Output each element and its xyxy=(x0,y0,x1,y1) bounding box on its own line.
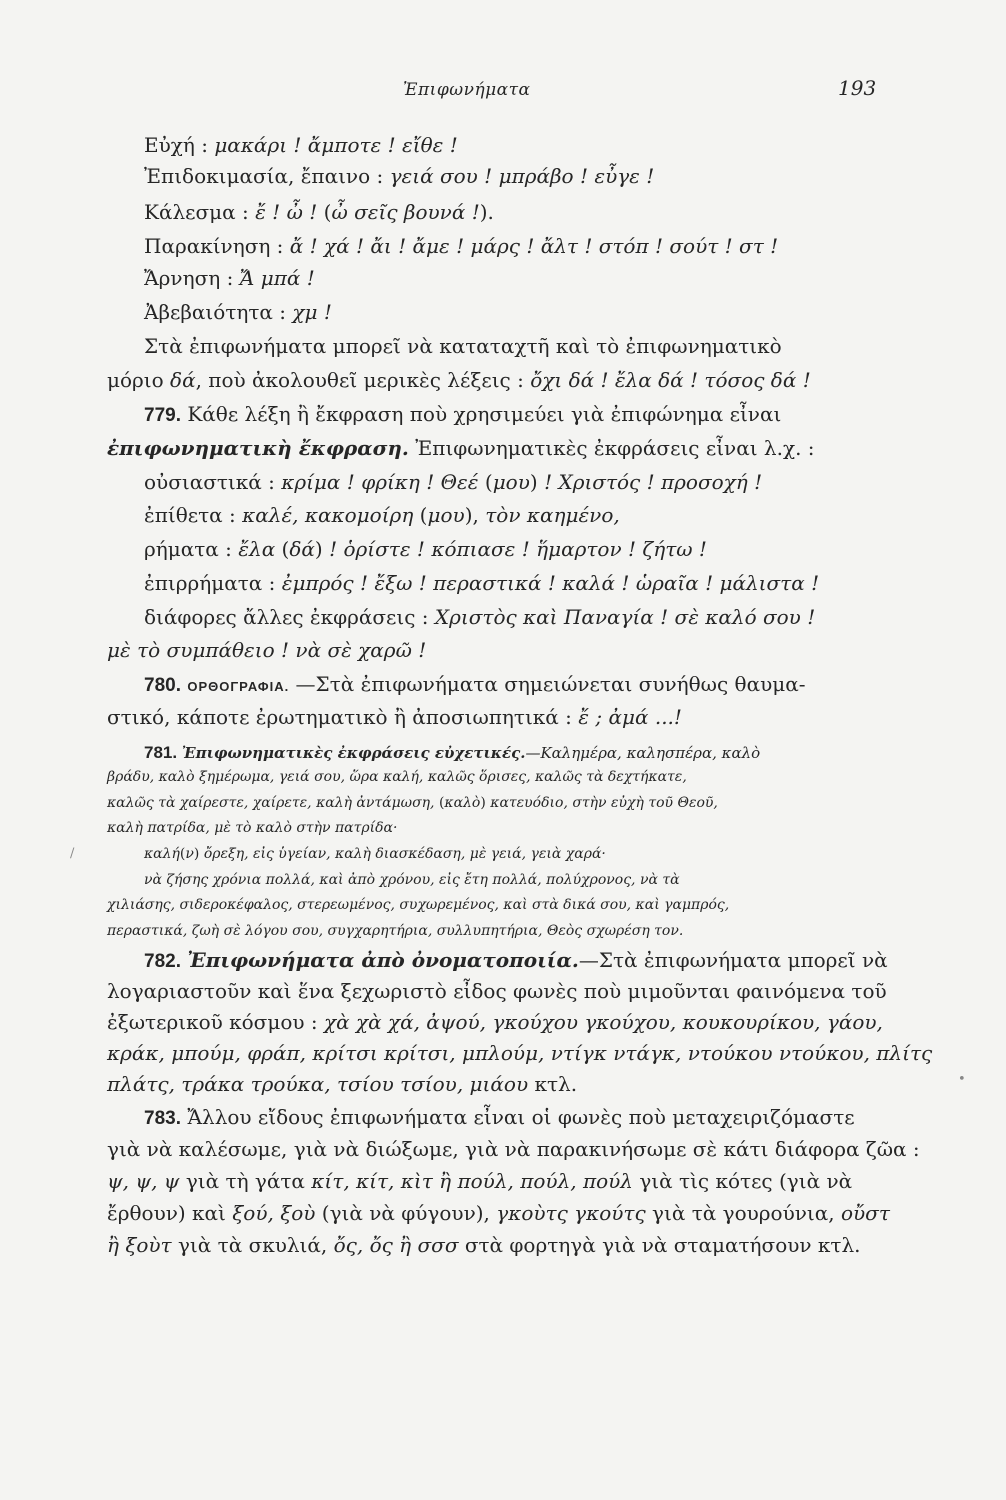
text-line xyxy=(144,846,606,862)
text-line xyxy=(107,923,683,939)
text-run: ὄς, ὄς ἢ σσσ xyxy=(333,1233,459,1257)
text-line xyxy=(107,769,687,785)
text-run: καλὸ xyxy=(444,795,481,811)
text-run: δά xyxy=(289,537,315,561)
text-run: ) xyxy=(314,537,330,561)
text-run: ἐπιφωνηματικὴ ἔκφραση. xyxy=(107,436,409,460)
text-run: Ἐπιδοκιμασία, ἔπαινο : xyxy=(144,164,390,188)
text-run: ἔ ; ἀμά ...! xyxy=(578,705,682,729)
text-run: γκοὺτς γκούτς xyxy=(496,1201,646,1225)
text-run: Εὐχή : xyxy=(144,133,215,157)
text-run: γιὰ τὰ γουρούνια, xyxy=(645,1201,841,1225)
text-run: διάφορες ἄλλες ἐκφράσεις : xyxy=(144,605,435,629)
text-line xyxy=(107,705,682,729)
text-run: (γιὰ νὰ φύγουν), xyxy=(315,1201,497,1225)
text-run: ἔ ! ὦ ! xyxy=(255,200,318,224)
text-run: —Στὰ ἐπιφωνήματα μπορεῖ νὰ xyxy=(578,948,888,972)
text-run: Ἄ μπά ! xyxy=(239,266,315,290)
text-line xyxy=(144,1105,855,1130)
text-run: μακάρι ! ἄμποτε ! εἴθε ! xyxy=(214,133,458,157)
text-run: Ἀβεβαιότητα : xyxy=(144,300,293,324)
text-run: τὸν καημένο, xyxy=(485,503,620,527)
text-run: ! Χριστός ! προσοχή ! xyxy=(544,470,763,494)
text-run: 779. xyxy=(144,405,181,426)
text-line xyxy=(144,571,819,595)
text-run: χὰ χὰ χά, ἀψού, γκούχου γκούχου, κουκουρίκου, γάου, xyxy=(323,1010,883,1034)
text-run: ν xyxy=(185,846,194,862)
text-line xyxy=(107,638,426,662)
text-run: χμ ! xyxy=(292,300,332,324)
text-line xyxy=(144,300,332,324)
text-run: Χριστὸς καὶ Παναγία ! σὲ καλό σου ! xyxy=(434,605,816,629)
text-run: ἔλα xyxy=(238,537,276,561)
text-run: ), xyxy=(464,503,486,527)
text-run: μου xyxy=(492,470,530,494)
text-line xyxy=(107,979,887,1003)
text-run: κτλ. xyxy=(534,1072,578,1096)
text-run: ἐξωτερικοῦ κόσμου : xyxy=(107,1010,324,1034)
text-run: κίτ, κίτ, κὶτ ἢ πούλ, πούλ, πούλ xyxy=(311,1169,633,1193)
text-run: στὰ φορτηγὰ γιὰ νὰ σταματήσουν κτλ. xyxy=(458,1233,861,1257)
text-run: κατευόδιο, στὴν εὐχὴ τοῦ Θεοῦ, xyxy=(490,795,718,811)
text-run: καλὴ πατρίδα, μὲ τὸ καλὸ στὴν πατρίδα· xyxy=(107,820,398,836)
text-line xyxy=(144,164,654,188)
text-run: ( xyxy=(317,200,332,224)
text-run: ( xyxy=(275,537,290,561)
text-line xyxy=(144,743,760,763)
text-run: ! ὁρίστε ! κόπιασε ! ἥμαρτον ! ζήτω ! xyxy=(329,537,707,561)
text-line xyxy=(107,1233,861,1257)
text-run: Ἐπιφωνηματικὲς ἐκφράσεις εὐχετικές. xyxy=(181,744,526,762)
text-line xyxy=(107,1072,577,1096)
text-run: λογαριαστοῦν καὶ ἕνα ξεχωριστὸ εἶδος φωνὲς ποὺ μιμοῦνται φαινόμενα τοῦ xyxy=(107,979,887,1003)
text-line xyxy=(107,1137,920,1161)
text-run: χιλιάσης, σιδεροκέφαλος, στερεωμένος, συχωρεμένος, καὶ στὰ δικά σου, καὶ γαμπρός, xyxy=(107,897,730,913)
text-run: 781. xyxy=(144,743,178,762)
text-run: ἐμπρός ! ἔξω ! περαστικά ! καλά ! ὡραῖα ! μάλιστα ! xyxy=(281,571,820,595)
text-run: 782. xyxy=(144,951,181,972)
text-line xyxy=(144,402,781,427)
page-number: 193 xyxy=(838,76,877,100)
text-run: Κάθε λέξη ἢ ἔκφραση ποὺ χρησιμεύει γιὰ ἐπιφώνημα εἶναι xyxy=(180,402,782,426)
text-run: ( xyxy=(413,503,428,527)
text-run: ὄχι δά ! ἔλα δά ! τόσος δά ! xyxy=(530,368,811,392)
text-run: 783. xyxy=(144,1108,181,1129)
text-run: νὰ ζήσης χρόνια πολλά, καὶ ἀπὸ χρόνου, εἰς ἔτη πολλά, πολύχρονος, νὰ τὰ xyxy=(144,872,680,888)
text-run: γειά σου ! μπράβο ! εὖγε ! xyxy=(389,164,655,188)
margin-pencil-mark: • xyxy=(958,1072,966,1087)
text-run: ( xyxy=(179,846,186,862)
text-run: —Στὰ ἐπιφωνήματα σημειώνεται συνήθως θαυμα- xyxy=(289,672,806,696)
text-line xyxy=(144,503,620,527)
text-run: ( xyxy=(434,795,445,811)
text-line xyxy=(144,537,707,561)
text-line xyxy=(107,368,811,392)
text-run: ὦ σεῖς βουνά ! xyxy=(331,200,480,224)
text-line xyxy=(144,200,494,224)
text-run: Ἐπιφωνήματα ἀπὸ ὀνοματοποιία. xyxy=(187,948,579,972)
text-line xyxy=(107,897,729,913)
text-run: ). xyxy=(479,200,494,224)
text-run: Ἄρνηση : xyxy=(144,266,240,290)
text-run: γιὰ τὰ σκυλιά, xyxy=(171,1233,334,1257)
text-line xyxy=(144,266,315,290)
text-run: ἢ ξοὺτ xyxy=(107,1233,172,1257)
text-run: , ποὺ ἀκολουθεῖ μερικὲς λέξεις : xyxy=(195,368,531,392)
text-run: Ἐπιφωνηματικὲς ἐκφράσεις εἶναι λ.χ. : xyxy=(408,436,815,460)
running-header-title: Ἐπιφωνήματα xyxy=(403,80,531,100)
text-run: 780. xyxy=(144,675,181,696)
text-run: κράκ, μπούμ, φράπ, κρίτσι κρίτσι, μπλούμ, ντίγκ ντάγκ, ντούκου ντούκου, πλίτς xyxy=(107,1041,933,1065)
text-line xyxy=(107,436,815,460)
text-line xyxy=(107,1041,932,1065)
text-run: γιὰ τὶς κότες (γιὰ νὰ xyxy=(632,1169,853,1193)
text-run: πλάτς, τράκα τρούκα, τσίου τσίου, μιάου xyxy=(107,1072,535,1096)
text-line xyxy=(107,795,718,811)
text-line xyxy=(107,820,397,836)
text-run: ψ, ψ, ψ xyxy=(107,1169,180,1193)
text-run: οὔστ xyxy=(840,1201,890,1225)
text-run: ΟΡΘΟΓΡΑΦΙΑ. xyxy=(187,679,290,694)
text-run: Κάλεσμα : xyxy=(144,200,256,224)
text-line xyxy=(144,133,458,157)
text-run: ἄ ! χά ! ἄι ! ἄμε ! μάρς ! ἄλτ ! στόπ ! σούτ ! στ ! xyxy=(289,234,779,258)
text-run: ἔρθουν) καὶ xyxy=(107,1201,233,1225)
text-run: ξού, ξοὺ xyxy=(232,1201,316,1225)
text-line xyxy=(107,1169,852,1193)
text-run: ὄρεξη, εἰς ὑγείαν, καλὴ διασκέδαση, μὲ γειά, γειὰ χαρά· xyxy=(203,846,606,862)
text-line xyxy=(144,334,782,358)
text-run: καλέ, κακομοίρη xyxy=(242,503,414,527)
margin-pencil-mark: / xyxy=(70,846,75,861)
text-run: γιὰ τὴ γάτα xyxy=(179,1169,312,1193)
text-run: Παρακίνηση : xyxy=(144,234,290,258)
text-run: ἐπιρρήματα : xyxy=(144,571,282,595)
text-run: καλή xyxy=(144,846,180,862)
text-line xyxy=(107,1201,890,1225)
text-run: —Καλημέρα, καλησπέρα, καλὸ xyxy=(525,744,761,762)
text-run: ρήματα : xyxy=(144,537,239,561)
text-run: κρίμα ! φρίκη ! Θεέ xyxy=(281,470,479,494)
text-line xyxy=(144,605,815,629)
text-run: ἐπίθετα : xyxy=(144,503,243,527)
text-run: βράδυ, καλὸ ξημέρωμα, γειά σου, ὥρα καλή, καλῶς ὅρισες, καλῶς τὰ δεχτήκατε, xyxy=(107,769,687,785)
text-run: περαστικά, ζωὴ σὲ λόγου σου, συγχαρητήρια, συλλυπητήρια, Θεὸς σχωρέση τον. xyxy=(107,923,684,939)
text-line xyxy=(107,1010,883,1034)
text-run: μὲ τὸ συμπάθειο ! νὰ σὲ χαρῶ ! xyxy=(107,638,427,662)
text-run: Ἄλλου εἴδους ἐπιφωνήματα εἶναι οἱ φωνὲς ποὺ μεταχειριζόμαστε xyxy=(180,1105,855,1129)
text-run: Στὰ ἐπιφωνήματα μπορεῖ νὰ καταταχτῆ καὶ τὸ ἐπιφωνηματικὸ xyxy=(144,334,782,358)
text-run: καλῶς τὰ χαίρεστε, χαίρετε, καλὴ ἀντάμωση, xyxy=(107,795,435,811)
text-run: ) xyxy=(480,795,491,811)
text-line xyxy=(144,234,778,258)
text-line xyxy=(144,872,680,888)
text-run: μόριο xyxy=(107,368,171,392)
text-line xyxy=(144,470,762,494)
text-run: ) xyxy=(529,470,545,494)
text-run: ( xyxy=(478,470,493,494)
text-run: μου xyxy=(427,503,465,527)
text-run: ) xyxy=(193,846,204,862)
text-run: στικό, κάποτε ἐρωτηματικὸ ἢ ἀποσιωπητικά : xyxy=(107,705,579,729)
text-run: γιὰ νὰ καλέσωμε, γιὰ νὰ διώξωμε, γιὰ νὰ παρακινήσωμε σὲ κάτι διάφορα ζῶα : xyxy=(107,1137,920,1161)
text-line xyxy=(144,672,806,697)
text-run: οὐσιαστικά : xyxy=(144,470,282,494)
text-line xyxy=(144,948,888,973)
text-run: δά xyxy=(170,368,196,392)
